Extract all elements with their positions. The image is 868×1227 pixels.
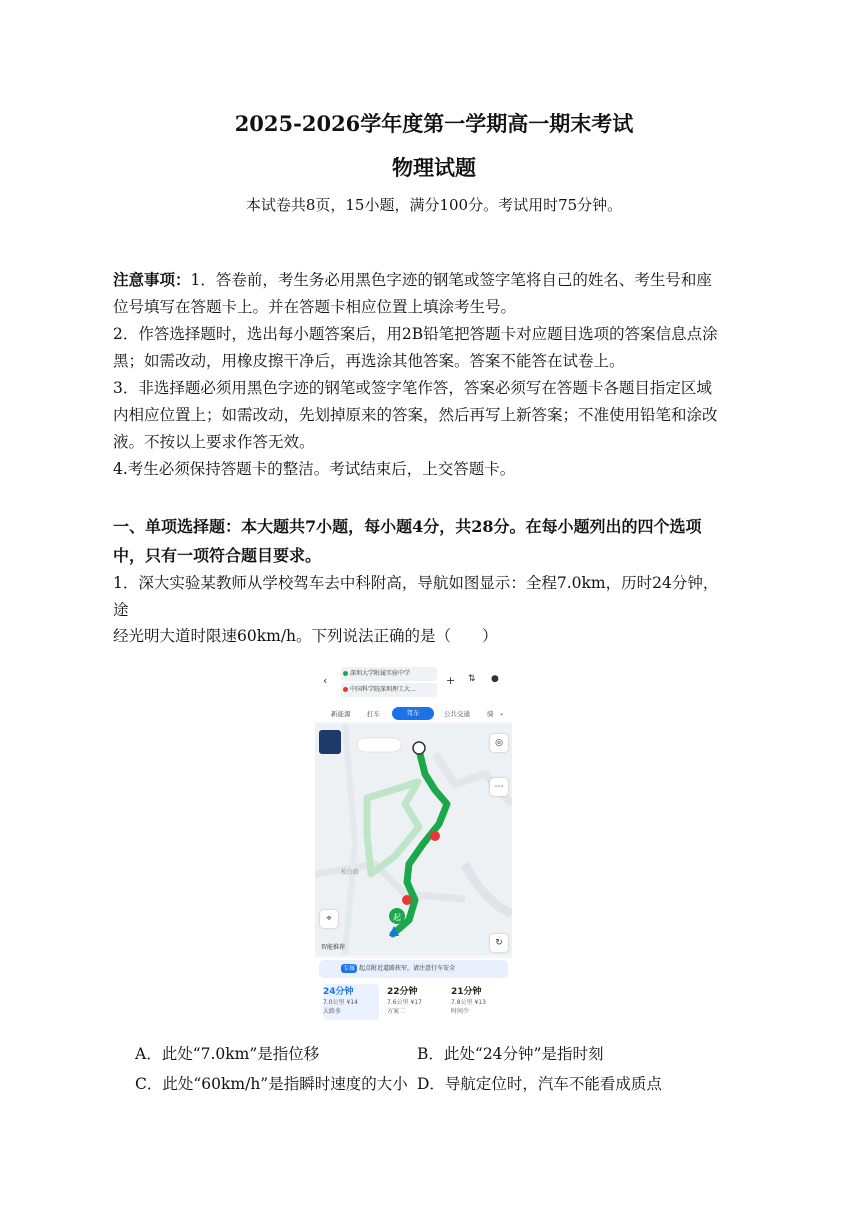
map-road [315, 864, 465, 899]
notice-item-1: 注意事项：1．答卷前，考生务必用黑色字迹的钢笔或签字笔将自己的姓名、考生号和座位号填写在答题卡上。并在答题卡相应位置上填涂考生号。 [113, 270, 712, 316]
more-icon: ⋯ [490, 778, 508, 796]
notice-item-2: 2．作答选择题时，选出每小题答案后，用2B铅笔把答题卡对应题目选项的答案信息点涂黑；如需改动，用橡皮擦干净后，再选涂其他答案。答案不能答在试卷上。 [113, 325, 718, 370]
notice-label: 注意事项： [113, 270, 191, 289]
option-a: A．此处“7.0km”是指位移 [135, 1045, 320, 1063]
traffic-camera-icon [402, 895, 412, 905]
map-canvas [315, 724, 512, 955]
map-road-label: 松白路 [341, 869, 360, 876]
chevron-down-icon: ⌄ [499, 709, 505, 717]
map-road [345, 724, 355, 955]
origin-dot-icon [343, 671, 348, 676]
destination-marker-icon [413, 742, 425, 754]
navigation-screenshot [315, 662, 512, 1024]
refresh-icon: ↻ [490, 934, 508, 952]
section-heading: 一、单项选择题：本大题共7小题，每小题4分，共28分。在每小题列出的四个选项中，只有一项符合题目要求。 [113, 517, 702, 565]
notice-block [113, 266, 725, 483]
plus-icon: + [446, 674, 456, 687]
question-1-stem-line1: 1．深大实验某教师从学校驾车去中科附高，导航如图显示：全程7.0km，历时24分钟，途 [113, 574, 719, 619]
route-options-panel [315, 958, 512, 1024]
ad-badge-icon [319, 730, 341, 754]
map-road [465, 864, 512, 914]
exam-subject: 物理试题 [392, 155, 476, 180]
tab-taxi: 打车 [367, 710, 380, 718]
tab-new-energy: 新能源 [331, 710, 351, 718]
nav-header [315, 662, 512, 722]
destination-dot-icon [343, 687, 348, 692]
route-to: 中国科学院深圳理工大... [341, 683, 437, 697]
start-marker-label: 起 [393, 913, 401, 922]
tab-ride: 骑 [487, 710, 494, 718]
tip-text: 起点附近道路狭窄，请注意行车安全 [358, 965, 455, 972]
layer-icon: ◎ [490, 734, 508, 752]
main-route [393, 750, 447, 934]
exam-info: 本试卷共8页，15小题，满分100分。考试用时75分钟。 [245, 196, 623, 214]
tip-badge: 专属 [343, 965, 356, 972]
route-from: 深圳大学附属实验中学 [341, 667, 437, 681]
back-icon: ‹ [323, 674, 328, 687]
route-option: 21分钟 7.8公里 ¥13 时间少 [451, 987, 486, 1015]
safety-tip [319, 960, 508, 978]
route-option: 22分钟 7.6公里 ¥17 方案二 [387, 987, 422, 1015]
notice-item-4: 4.考生必须保持答题卡的整洁。考试结束后，上交答题卡。 [113, 460, 516, 478]
option-b: B．此处“24分钟”是指时刻 [417, 1045, 604, 1063]
nav-mode-tabs [315, 706, 512, 722]
smart-recommend-label: 智能推荐 [321, 944, 346, 951]
map-callout [357, 738, 401, 752]
locate-icon: ⌖ [320, 910, 338, 928]
exam-title: 2025-2026学年度第一学期高一期末考试 [234, 111, 634, 136]
tab-transit: 公共交通 [444, 710, 470, 718]
tab-drive: 驾车 [392, 707, 434, 720]
traffic-camera-icon [430, 831, 440, 841]
question-1-stem-line2: 经光明大道时限速60km/h。下列说法正确的是（ ） [113, 627, 498, 645]
route-map [315, 724, 512, 955]
route-option: 24分钟 7.0公里 ¥14 大路多 [323, 984, 379, 1020]
option-c: C．此处“60km/h”是指瞬时速度的大小 [135, 1075, 408, 1093]
option-d: D．导航定位时，汽车不能看成质点 [417, 1075, 662, 1093]
swap-icon: ⇅ [468, 674, 476, 684]
notice-item-3: 3．非选择题必须用黑色字迹的钢笔或签字笔作答，答案必须写在答题卡各题目指定区域内相应位置上；如需改动，先划掉原来的答案，然后再写上新答案；不准使用铅笔和涂改液。不按以上要求作答无效。 [113, 379, 718, 451]
voice-icon: ● [491, 674, 499, 684]
